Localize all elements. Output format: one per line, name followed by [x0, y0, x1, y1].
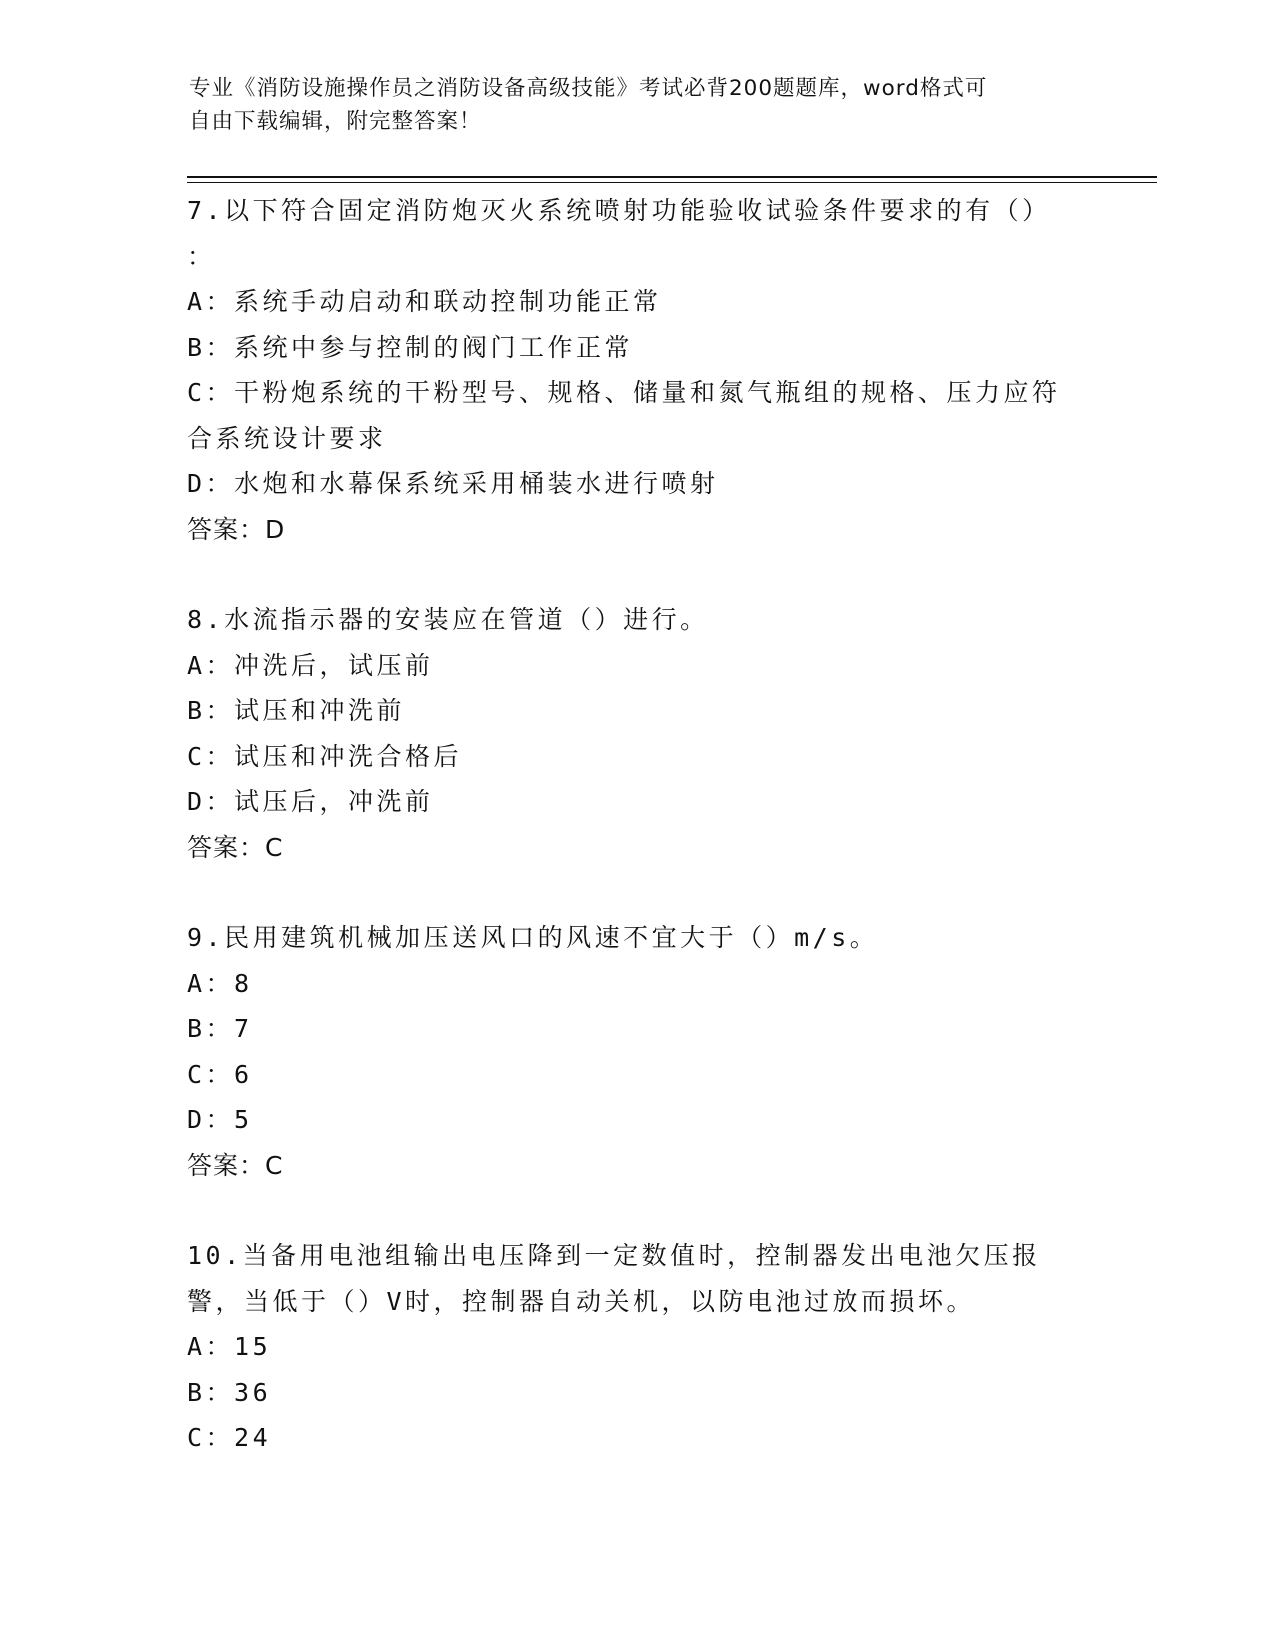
option-b: B：试压和冲洗前 — [187, 696, 406, 725]
option-c: C：干粉炮系统的干粉型号、规格、储量和氮气瓶组的规格、压力应符合系统设计要求 — [187, 378, 1061, 453]
header-line-2: 自由下载编辑，附完整答案！ — [189, 109, 482, 134]
option-b: B：系统中参与控制的阀门工作正常 — [187, 332, 634, 362]
option-a: A：系统手动启动和联动控制功能正常 — [187, 287, 662, 316]
answer: 答案：C — [187, 1150, 284, 1180]
header-divider-thin — [187, 182, 1157, 183]
answer: 答案：C — [187, 832, 284, 862]
header-divider-thick — [187, 176, 1157, 178]
question-10 — [187, 1233, 1087, 1461]
option-d: D：5 — [187, 1105, 253, 1134]
option-b: B：7 — [187, 1014, 253, 1043]
option-c: C：6 — [187, 1059, 253, 1089]
question-text: 9.民用建筑机械加压送风口的风速不宜大于（）m/s。 — [187, 923, 879, 952]
question-text: 10.当备用电池组输出电压降到一定数值时，控制器发出电池欠压报警，当低于（）V时，控制器自动关机，以防电池过放而损坏。 — [187, 1241, 1041, 1316]
option-d: D：试压后，冲洗前 — [187, 787, 434, 816]
option-d: D：水炮和水幕保系统采用桶装水进行喷射 — [187, 469, 719, 498]
question-text: 8.水流指示器的安装应在管道（）进行。 — [187, 605, 709, 634]
option-c: C：试压和冲洗合格后 — [187, 741, 463, 771]
option-b: B：36 — [187, 1377, 272, 1407]
question-text-continued: ： — [187, 241, 216, 271]
question-list — [187, 188, 1087, 1506]
answer: 答案：D — [187, 514, 286, 544]
option-a: A：冲洗后，试压前 — [187, 650, 434, 680]
question-8 — [187, 597, 1087, 870]
option-a: A：15 — [187, 1332, 272, 1361]
question-9 — [187, 915, 1087, 1188]
question-text: 7.以下符合固定消防炮灭火系统喷射功能验收试验条件要求的有（） — [187, 196, 1051, 225]
header-line-1: 专业《消防设施操作员之消防设备高级技能》考试必背200题题库，word格式可 — [189, 76, 988, 101]
document-header — [189, 72, 1069, 138]
question-7 — [187, 188, 1087, 552]
option-a: A：8 — [187, 968, 253, 998]
option-c: C：24 — [187, 1423, 272, 1452]
